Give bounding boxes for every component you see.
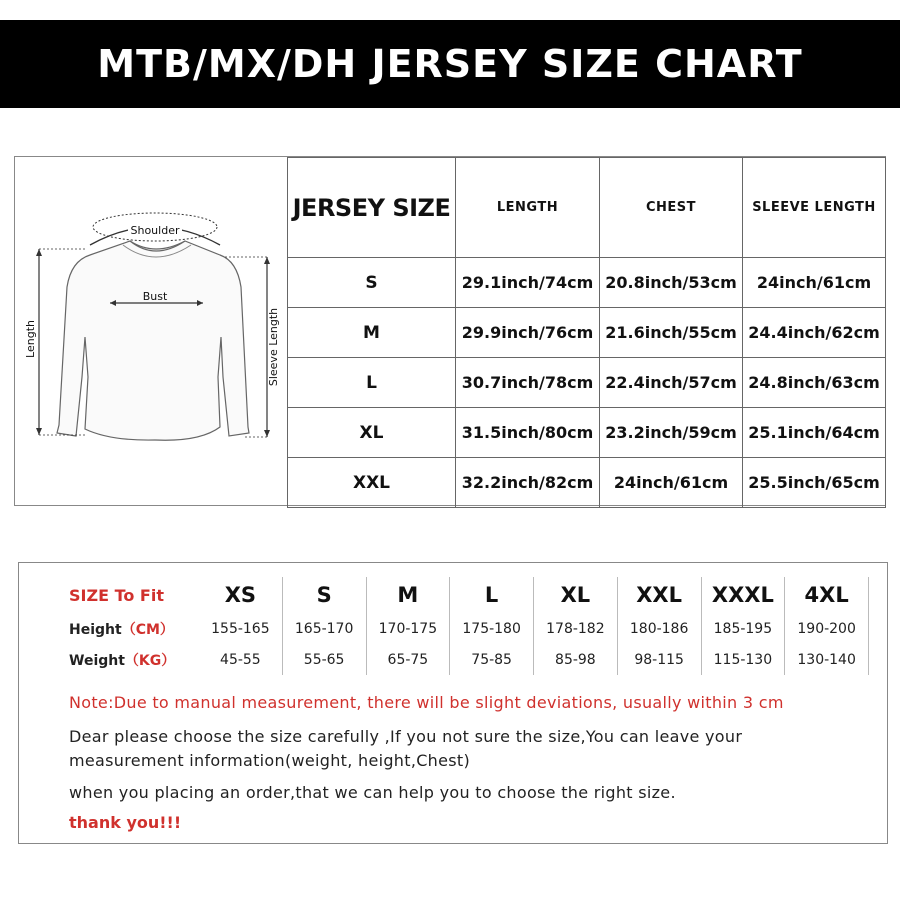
size-cell: M (288, 308, 456, 358)
fit-size-4xl: 4XL (785, 577, 869, 613)
weight-cell: 55-65 (283, 644, 367, 675)
sleeve-cell: 25.1inch/64cm (743, 408, 886, 458)
size-to-fit-title: SIZE To Fit (69, 585, 164, 605)
fit-size-l: L (450, 577, 534, 613)
shoulder-label: Shoulder (130, 224, 180, 237)
size-chart-panel (14, 156, 886, 506)
weight-label: Weight (69, 652, 125, 669)
length-cell: 29.9inch/76cm (456, 308, 600, 358)
weight-cell: 65-75 (367, 644, 451, 675)
fit-size-m: M (367, 577, 451, 613)
height-label: Height (69, 621, 122, 638)
height-cell: 165-170 (283, 613, 367, 644)
sleeve-cell: 24inch/61cm (743, 258, 886, 308)
instructions-line-1: Dear please choose the size carefully ,If you not sure the size,You can leave your (69, 727, 743, 746)
height-cell: 175-180 (450, 613, 534, 644)
weight-cell: 85-98 (534, 644, 618, 675)
size-to-fit-panel (18, 562, 888, 844)
height-row-label (69, 619, 199, 639)
fit-size-xxxl: XXXL (702, 577, 786, 613)
sleeve-length-label: Sleeve Length (267, 307, 280, 387)
table-row (288, 408, 886, 458)
table-row (288, 308, 886, 358)
chart-title-banner (0, 20, 900, 108)
header-jersey-size: JERSEY SIZE (288, 158, 456, 258)
height-unit: （CM） (121, 621, 174, 638)
weight-cell: 115-130 (702, 644, 786, 675)
thank-you-text: thank you!!! (69, 813, 182, 832)
table-row (288, 358, 886, 408)
fit-size-xxl: XXL (618, 577, 702, 613)
header-sleeve-length: SLEEVE LENGTH (743, 158, 886, 258)
bust-label: Bust (142, 290, 168, 303)
chest-cell: 24inch/61cm (600, 458, 743, 508)
chest-cell: 21.6inch/55cm (600, 308, 743, 358)
measurement-note: Note:Due to manual measurement, there will be slight deviations, usually within 3 cm (69, 693, 784, 712)
sleeve-cell: 24.4inch/62cm (743, 308, 886, 358)
size-cell: S (288, 258, 456, 308)
length-cell: 32.2inch/82cm (456, 458, 600, 508)
fit-size-s: S (283, 577, 367, 613)
height-cell: 178-182 (534, 613, 618, 644)
size-cell: XL (288, 408, 456, 458)
length-cell: 31.5inch/80cm (456, 408, 600, 458)
chest-cell: 20.8inch/53cm (600, 258, 743, 308)
fit-size-xl: XL (534, 577, 618, 613)
table-row (288, 458, 886, 508)
weight-cell: 45-55 (199, 644, 283, 675)
instructions-line-2: measurement information(weight, height,Chest) (69, 751, 471, 770)
height-cell: 185-195 (702, 613, 786, 644)
header-length: LENGTH (456, 158, 600, 258)
long-sleeve-jersey-illustration (15, 157, 287, 505)
sleeve-cell: 25.5inch/65cm (743, 458, 886, 508)
height-cell: 180-186 (618, 613, 702, 644)
instructions-line-3: when you placing an order,that we can help you to choose the right size. (69, 783, 676, 802)
length-cell: 29.1inch/74cm (456, 258, 600, 308)
weight-cell: 98-115 (618, 644, 702, 675)
size-cell: L (288, 358, 456, 408)
header-chest: CHEST (600, 158, 743, 258)
weight-cell: 130-140 (785, 644, 869, 675)
chart-title: MTB/MX/DH JERSEY SIZE CHART (97, 42, 803, 86)
jersey-size-table (287, 157, 886, 508)
length-label: Length (24, 320, 37, 358)
chest-cell: 23.2inch/59cm (600, 408, 743, 458)
weight-row-label (69, 650, 199, 670)
weight-cell: 75-85 (450, 644, 534, 675)
jersey-diagram (15, 157, 288, 505)
height-cell: 170-175 (367, 613, 451, 644)
size-to-fit-grid (69, 577, 869, 675)
chest-cell: 22.4inch/57cm (600, 358, 743, 408)
height-cell: 190-200 (785, 613, 869, 644)
table-row (288, 258, 886, 308)
size-cell: XXL (288, 458, 456, 508)
fit-size-xs: XS (199, 577, 283, 613)
sleeve-cell: 24.8inch/63cm (743, 358, 886, 408)
length-cell: 30.7inch/78cm (456, 358, 600, 408)
height-cell: 155-165 (199, 613, 283, 644)
weight-unit: （KG） (124, 652, 176, 669)
table-header-row (288, 158, 886, 258)
